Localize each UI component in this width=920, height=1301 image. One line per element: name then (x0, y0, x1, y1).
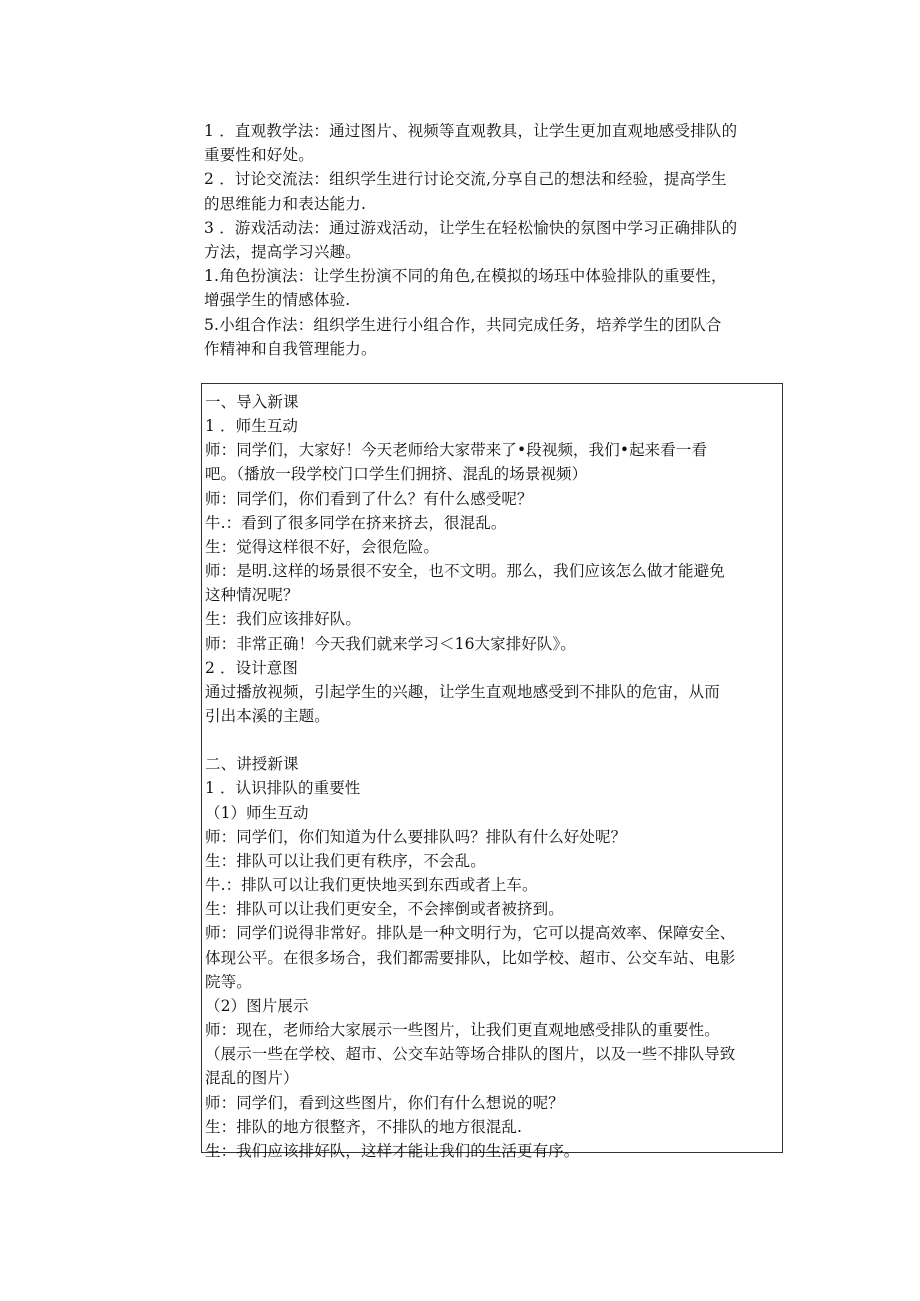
teaching-methods (204, 119, 784, 361)
subheading-interaction: （1）师生互动 (205, 803, 309, 822)
dialogue-line: （展示一些在学校、超市、公交车站等场合排队的图片，以及一些不排队导致 (205, 1045, 736, 1064)
method-5-line-2: 作精神和自我管理能力。 (204, 339, 377, 358)
dialogue-line: 师：是明.这样的场景很不安全，也不文明。那么，我们应该怎么做才能避免 (205, 562, 725, 581)
method-1-line-1: 1 ．直观教学法：通过图片、视频等直观教具，让学生更加直观地感受排队的 (204, 122, 738, 140)
dialogue-line: 牛.：排队可以让我们更快地买到东西或者上车。 (205, 876, 538, 895)
method-3-line-1: 3 ．游戏活动法：通过游戏活动，让学生在轻松愉快的氛图中学习正确排队的 (204, 218, 738, 237)
method-4-line-2: 增强学生的情感体验. (204, 291, 351, 310)
dialogue-line: 这种情况呢？ (205, 586, 299, 605)
dialogue-line: 师：现在，老师给大家展示一些图片，让我们更直观地感受排队的重要性。 (205, 1021, 720, 1040)
dialogue-line: 生：觉得这样很不好，会很危险。 (205, 537, 440, 556)
dialogue-line: 师：同学们，你们看到了什么？有什么感受呢？ (205, 489, 533, 508)
method-5-line-1: 5.小组合作法：组织学生进行小组合作，共同完成任务，培养学生的团队合 (204, 315, 722, 334)
section-heading-new-lesson: 二、讲授新课 (205, 755, 299, 774)
subheading-interaction: 1 ．师生互动 (205, 417, 298, 436)
dialogue-line: 生：排队可以让我们更有秩序，不会乱。 (205, 851, 486, 870)
method-4-line-1: 1.角色扮演法：让学生扮演不同的角色,在模拟的场珏中体验排队的重要性， (204, 267, 727, 286)
dialogue-line: 牛.：看到了很多同学在挤来挤去，很混乱。 (205, 513, 507, 532)
dialogue-line: 混乱的图片） (205, 1069, 299, 1088)
subheading-picture-show: （2）图片展示 (205, 996, 309, 1015)
method-3-line-2: 方法，提高学习兴趣。 (204, 243, 362, 262)
section-heading-intro: 一、导入新课 (205, 393, 299, 411)
subheading-importance: 1 ．认识排队的重要性 (205, 779, 361, 798)
method-1-line-2: 重要性和好处。 (204, 146, 314, 165)
blank-line (205, 728, 782, 752)
lesson-process-box (201, 383, 783, 1160)
dialogue-line: 生：排队的地方很整齐，不排队的地方很混乱. (205, 1117, 523, 1136)
dialogue-line: 师：同学们，看到这些图片，你们有什么想说的呢？ (205, 1093, 564, 1112)
dialogue-line: 生：排队可以让我们更安全，不会摔倒或者被挤到。 (205, 900, 564, 919)
method-2-line-1: 2 ．讨论交流法：组织学生进行讨论交流,分享自己的想法和经验，提高学生 (204, 170, 727, 189)
body-line: 通过播放视频，引起学生的兴趣，让学生直观地感受到不排队的危宙，从而 (205, 682, 720, 701)
subheading-design-intent: 2 ．设计意图 (205, 658, 298, 677)
body-line: 引出本溪的主题。 (205, 707, 330, 726)
dialogue-line: 师：同学们说得非常好。排队是一种文明行为，它可以提高效率、保障安全、 (205, 924, 736, 943)
dialogue-line: 师：非常正确！今天我们就来学习＜16大家排好队》。 (205, 634, 576, 653)
dialogue-line: 生：我们应该排好队，这样才能让我们的生活更有序。 (205, 1141, 580, 1160)
dialogue-line: 生：我们应该排好队。 (205, 610, 362, 629)
dialogue-line: 院等。 (205, 972, 252, 991)
dialogue-line: 吧。（播放一段学校门口学生们拥挤、混乱的场景视频） (205, 465, 588, 484)
dialogue-line: 体现公平。在很多场合，我们都需要排队，比如学校、超市、公交车站、电影 (205, 948, 736, 967)
dialogue-line: 师：同学们，你们知道为什么要排队吗？排队有什么好处呢？ (205, 827, 627, 846)
method-2-line-2: 的思维能力和表达能力. (204, 194, 367, 213)
dialogue-line: 师：同学们，大家好！今天老师给大家带来了•段视频，我们•起来看一看 (205, 441, 708, 460)
